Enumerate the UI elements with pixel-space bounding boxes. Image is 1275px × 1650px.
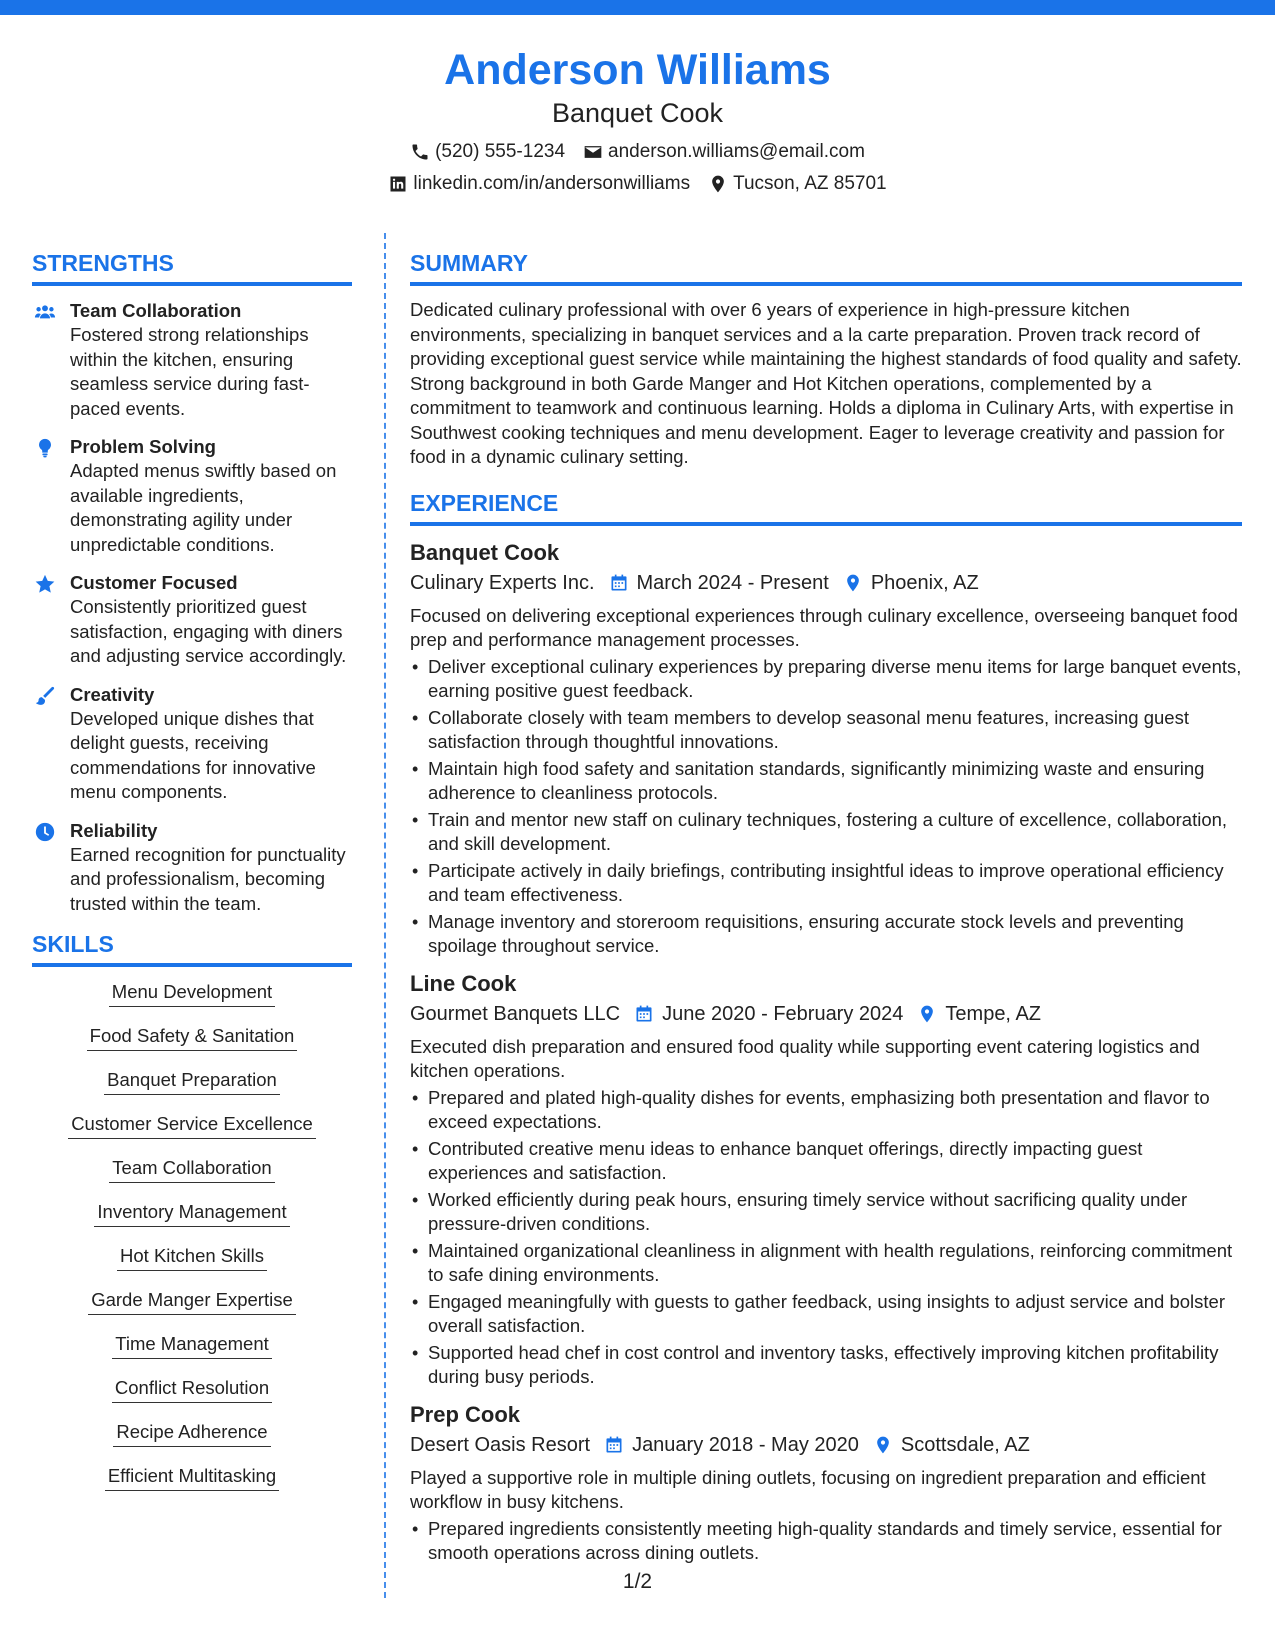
- skill-item: Efficient Multitasking: [32, 1463, 352, 1491]
- strength-item: [32, 298, 352, 421]
- strength-title: Problem Solving: [70, 436, 216, 457]
- paintbrush-icon: [34, 685, 56, 707]
- map-pin-icon: [917, 1004, 937, 1024]
- job-bullets: [410, 1517, 1242, 1566]
- strength-item: [32, 570, 352, 669]
- job-description: Played a supportive role in multiple dining outlets, focusing on ingredient preparation and efficient workflow in busy kitchens.: [410, 1466, 1206, 1512]
- job-meta: [410, 568, 1242, 598]
- skills-section: [32, 929, 352, 1491]
- contact-row-1: [0, 136, 1275, 168]
- job-bullet: • Worked efficiently during peak hours, ensuring timely service without sacrificing quality under pressure-driven conditions.: [410, 1188, 1242, 1237]
- job-entry: [410, 1400, 1242, 1566]
- strength-desc: Developed unique dishes that delight guests, receiving commendations for innovative menu components.: [70, 707, 316, 802]
- strength-title: Team Collaboration: [70, 300, 242, 321]
- job-bullet: • Collaborate closely with team members to develop seasonal menu features, increasing guest satisfaction through thoughtful innovations.: [410, 706, 1242, 755]
- map-pin-icon: [873, 1435, 893, 1455]
- job-description: Executed dish preparation and ensured food quality while supporting event catering logistics and kitchen operations.: [410, 1035, 1200, 1081]
- skill-item: Banquet Preparation: [32, 1067, 352, 1095]
- strength-desc: Consistently prioritized guest satisfaction, engaging with diners and adjusting service accordingly.: [70, 596, 347, 666]
- job-bullets: [410, 655, 1242, 959]
- job-bullet: • Train and mentor new staff on culinary techniques, fostering a culture of excellence, collaboration, and skill development.: [410, 808, 1242, 857]
- strength-item: [32, 682, 352, 805]
- skill-item: Recipe Adherence: [32, 1419, 352, 1447]
- job-company: Desert Oasis Resort: [410, 1433, 591, 1456]
- strengths-heading: STRENGTHS: [32, 248, 352, 286]
- job-bullet: • Participate actively in daily briefings, contributing insightful ideas to improve operational efficiency and team effectiveness.: [410, 859, 1242, 908]
- job-bullet: • Manage inventory and storeroom requisitions, ensuring accurate stock levels and preventing spoilage throughout service.: [410, 910, 1242, 959]
- email-text[interactable]: anderson.williams@email.com: [608, 141, 865, 162]
- job-title: Banquet Cook: [410, 539, 560, 565]
- contact-phone: [410, 141, 565, 163]
- contact-email[interactable]: [583, 141, 865, 163]
- strength-title: Customer Focused: [70, 572, 238, 593]
- users-icon: [34, 301, 56, 323]
- job-description: Focused on delivering exceptional experiences through culinary excellence, overseeing banquet food prep and performance management processes.: [410, 604, 1238, 650]
- skill-item: Customer Service Excellence: [32, 1111, 352, 1139]
- calendar-icon: [609, 573, 629, 593]
- job-meta: [410, 1430, 1242, 1460]
- lightbulb-icon: [34, 437, 56, 459]
- job-company: Culinary Experts Inc.: [410, 571, 595, 594]
- resume-header: [0, 44, 1275, 200]
- job-location: Scottsdale, AZ: [900, 1433, 1030, 1456]
- phone-icon: [410, 142, 430, 162]
- job-dates: January 2018 - May 2020: [632, 1433, 859, 1456]
- job-bullet: • Engaged meaningfully with guests to gather feedback, using insights to adjust service and bolster overall satisfaction.: [410, 1290, 1242, 1339]
- phone-text: (520) 555-1234: [435, 141, 566, 162]
- skill-item: Menu Development: [32, 979, 352, 1007]
- skill-item: Inventory Management: [32, 1199, 352, 1227]
- linkedin-icon: [388, 174, 408, 194]
- skill-item: Conflict Resolution: [32, 1375, 352, 1403]
- job-dates: June 2020 - February 2024: [662, 1002, 904, 1025]
- strength-desc: Earned recognition for punctuality and professionalism, becoming trusted within the team.: [70, 843, 346, 914]
- summary-text: Dedicated culinary professional with over 6 years of experience in high-pressure kitchen environments, specializing in banquet services and a la carte preparation. Proven track record of providing exceptional guest service while maintaining the highest standards of food quality and safety. Strong background in both Garde Manger and Hot Kitchen operations, complemented by a commitment to teamwork and continuous learning. Holds a diploma in Culinary Arts, with expertise in Southwest cooking techniques and menu development. Eager to leverage creativity and passion for food in a dynamic culinary setting.: [410, 299, 1242, 467]
- map-pin-icon: [708, 174, 728, 194]
- clock-icon: [34, 821, 56, 843]
- contact-linkedin[interactable]: [388, 173, 690, 195]
- location-text: Tucson, AZ 85701: [733, 173, 887, 194]
- envelope-icon: [583, 142, 603, 162]
- job-bullet: • Maintained organizational cleanliness in alignment with health regulations, reinforcing commitment to safe dining environments.: [410, 1239, 1242, 1288]
- job-company: Gourmet Banquets LLC: [410, 1002, 621, 1025]
- job-meta: [410, 999, 1242, 1029]
- star-icon: [34, 573, 56, 595]
- map-pin-icon: [843, 573, 863, 593]
- skill-item: Food Safety & Sanitation: [32, 1023, 352, 1051]
- top-accent-bar: [0, 0, 1275, 15]
- summary-heading: SUMMARY: [410, 248, 1242, 286]
- candidate-role: Banquet Cook: [551, 98, 724, 128]
- job-entry: [410, 538, 1242, 959]
- column-divider: [384, 233, 386, 1598]
- candidate-name: Anderson Williams: [444, 46, 831, 94]
- linkedin-text[interactable]: linkedin.com/in/andersonwilliams: [413, 173, 691, 194]
- strength-desc: Fostered strong relationships within the kitchen, ensuring seamless service during fast-paced events.: [70, 324, 310, 419]
- job-bullet: • Prepared ingredients consistently meeting high-quality standards and timely service, essential for smooth operations across dining outlets.: [410, 1517, 1242, 1566]
- strength-desc: Adapted menus swiftly based on available ingredients, demonstrating agility under unpredictable conditions.: [70, 460, 337, 555]
- skill-list: [32, 979, 352, 1491]
- strength-title: Reliability: [70, 819, 158, 841]
- right-column: [410, 248, 1242, 1576]
- skill-item: Team Collaboration: [32, 1155, 352, 1183]
- job-location: Tempe, AZ: [945, 1002, 1042, 1025]
- contact-row-2: [0, 168, 1275, 200]
- left-column: [32, 248, 352, 1507]
- job-bullet: • Supported head chef in cost control and inventory tasks, effectively improving kitchen profitability during busy periods.: [410, 1341, 1242, 1390]
- job-entry: [410, 969, 1242, 1390]
- job-location: Phoenix, AZ: [870, 571, 979, 594]
- job-bullet: • Contributed creative menu ideas to enhance banquet offerings, directly impacting guest experiences and satisfaction.: [410, 1137, 1242, 1186]
- skills-heading: SKILLS: [32, 929, 352, 967]
- job-title: Prep Cook: [410, 1401, 521, 1427]
- job-dates: March 2024 - Present: [636, 571, 829, 594]
- strength-title: Creativity: [70, 683, 155, 705]
- skill-item: Garde Manger Expertise: [32, 1287, 352, 1315]
- strength-item: [32, 434, 352, 557]
- job-bullet: • Maintain high food safety and sanitation standards, significantly minimizing waste and ensuring adherence to cleanliness protocols.: [410, 757, 1242, 806]
- skill-item: Hot Kitchen Skills: [32, 1243, 352, 1271]
- contact-location: [708, 173, 887, 195]
- job-bullets: [410, 1086, 1242, 1390]
- skill-item: Time Management: [32, 1331, 352, 1359]
- job-bullet: • Deliver exceptional culinary experiences by preparing diverse menu items for large banquet events, earning positive guest feedback.: [410, 655, 1242, 704]
- job-bullet: • Prepared and plated high-quality dishes for events, emphasizing both presentation and flavor to exceed expectations.: [410, 1086, 1242, 1135]
- job-title: Line Cook: [410, 970, 517, 996]
- experience-heading: EXPERIENCE: [410, 488, 1242, 526]
- calendar-icon: [634, 1004, 654, 1024]
- strength-item: [32, 818, 352, 917]
- page-number: 1/2: [622, 1570, 653, 1593]
- calendar-icon: [604, 1435, 624, 1455]
